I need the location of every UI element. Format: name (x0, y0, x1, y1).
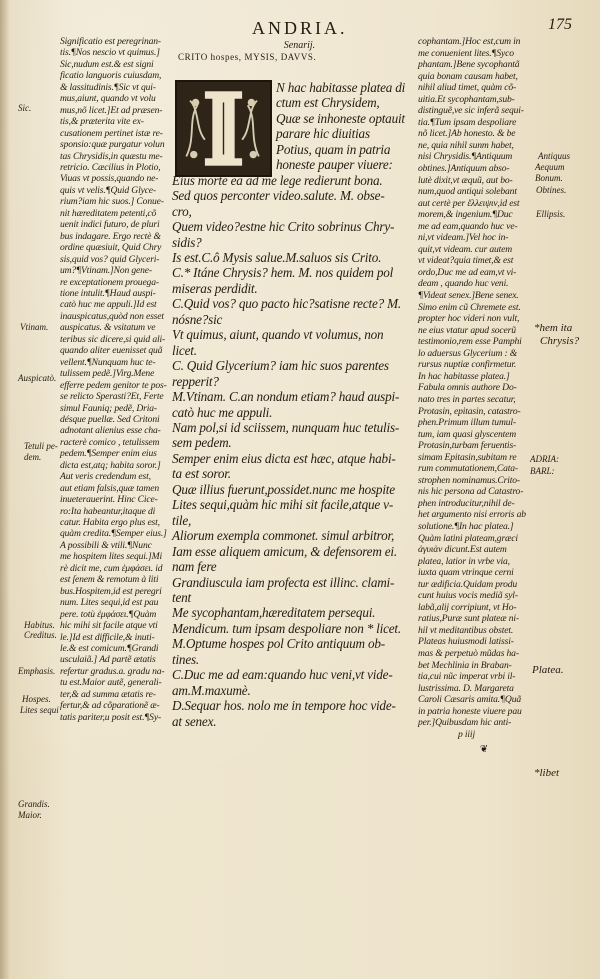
page-number: 175 (548, 16, 572, 33)
commentary-line: tur ædificia.Quidam produ (418, 578, 518, 590)
verse-line: Quæ se inhoneste optauit (276, 110, 405, 126)
commentary-line: Aut veris credendum est, (60, 471, 151, 483)
commentary-line: testimonio,rem esse Pamphi (418, 336, 522, 348)
margin-note: Maior. (18, 810, 42, 820)
commentary-line: Viuas vt possis,quando ne- (60, 173, 159, 185)
margin-note: BARL: (530, 466, 555, 476)
commentary-line: & lassitudinis.¶Sic vt qui- (60, 81, 156, 93)
verse-line: cro, (172, 203, 192, 219)
commentary-line: me ad eam,quando huc ve- (418, 220, 518, 232)
commentary-line: rursus nuptiæ confirmetur. (418, 359, 517, 371)
commentary-line: ficatio languoris cuiusdam, (60, 70, 162, 82)
commentary-line: adnotant alienius esse cha- (60, 425, 161, 437)
margin-note: Emphasis. (18, 666, 56, 676)
commentary-line: obtines.]Antiquum abso- (418, 163, 510, 175)
commentary-line: tis,& præterita vite ex- (60, 116, 144, 128)
margin-note: Ellipsis. (536, 209, 566, 219)
commentary-line: cusationem pertinet istæ re- (60, 127, 163, 139)
commentary-line: phen.Primum illum tumul- (418, 417, 516, 429)
margin-note: ADRIA: (530, 454, 559, 464)
commentary-line: tia.¶Tum ipsam despoliare (418, 116, 517, 128)
verse-line: C.Quid vos? quo pacto hic?satisne recte? M. (172, 296, 401, 312)
commentary-line: bus.Hospitem,id est peregri (60, 585, 162, 597)
commentary-line: Caroli Cæsaris amita.¶Quã (418, 694, 521, 706)
commentary-line: labã,alij corripiunt, vt Ho- (418, 601, 517, 613)
commentary-line: quàm credita.¶Semper eius.] (60, 528, 167, 540)
verse-line: sem pedem. (172, 435, 232, 451)
commentary-line: p iiij (458, 728, 475, 740)
commentary-line: Significatio est peregrinan- (60, 36, 161, 47)
verse-line: am.M.maxumè. (172, 682, 251, 698)
commentary-line: mus,nõ licet.]Et ad præsen- (60, 104, 163, 116)
margin-note: *libet (534, 767, 560, 779)
verse-line: parare hic diuitias (276, 126, 370, 142)
commentary-line: ni,vt videam.]Vel hoc in- (418, 232, 509, 244)
commentary-line: me hospitem lites sequi.]Mi (60, 551, 163, 563)
commentary-line: per.]Quibusdam hic anti- (418, 717, 512, 729)
verse-line: Sed quos perconter video.salute. M. obse- (172, 188, 385, 204)
commentary-line: iuxta quam vtrinque cerni (418, 567, 514, 579)
commentary-line: ἀγυιὰν dicunt.Est autem (418, 544, 507, 556)
running-title: ANDRIA. (252, 18, 348, 38)
margin-note: Hospes. (22, 694, 51, 704)
commentary-line: hil vt meditantibus obstet. (418, 624, 514, 636)
commentary-line: A possibili & vtili.¶Nunc (60, 539, 152, 551)
commentary-line: tum, iam quasi glyscentem (418, 428, 517, 440)
verse-line: tile, (172, 512, 192, 528)
commentary-line: quit,vt videam. cur autem (418, 243, 513, 255)
commentary-line: propter hoc videri non vult, (418, 313, 520, 325)
verse-line: Semper enim eius dicta est hæc, atque habi- (172, 450, 396, 466)
commentary-line: rium?iam hic suos.] Conue- (60, 196, 164, 208)
commentary-line: refertur gradus.a. gradu na- (60, 665, 165, 677)
commentary-line: ne eius vtatur apud socerũ (418, 324, 516, 336)
commentary-line: cophantam.]Hoc est,cum in (418, 36, 521, 47)
commentary-line: ¶Videat senex.]Bene senex. (418, 290, 519, 302)
verse-line: sidis? (172, 234, 202, 250)
commentary-line: efferre pedem genitor te pos- (60, 379, 167, 391)
margin-note: Platea. (532, 664, 564, 676)
verse-line: catò huc me appuli. (172, 404, 273, 420)
verse-line: M.Vtinam. C.an nondum etiam? haud auspi- (172, 389, 400, 405)
margin-note: Lites sequi (20, 705, 59, 715)
verse-line: C.Duc me ad eam:quando huc veni,vt vide- (172, 667, 393, 683)
commentary-line: in patria honeste viuere pau (418, 705, 522, 717)
commentary-line: lutè dixit,vt æquũ, aut bo- (418, 174, 513, 186)
margin-note: Habitus. (24, 620, 55, 630)
margin-note: Bonum. (535, 173, 563, 183)
verse-line: ctum est Chrysidem, (276, 95, 380, 111)
commentary-line: simul Fauniq; pedẽ, Dria- (60, 402, 157, 414)
verse-line: Is est.C.ô Mysis salue.M.saluos sis Crito. (172, 249, 382, 265)
margin-note: Sic. (18, 103, 32, 113)
commentary-line: racterè comico , tetulissem (60, 436, 160, 448)
commentary-line: bus indagare. Ergo rectè & (60, 230, 161, 242)
commentary-line: ratius,Puræ sunt plateæ ni- (418, 613, 519, 625)
commentary-line: uenit indici futuro, de pluri (60, 219, 160, 231)
commentary-line: auspicatus. & vsitatum ve (60, 322, 156, 334)
verse-lines (172, 80, 422, 729)
commentary-line: phen introducitur,nihil de- (418, 497, 515, 509)
verse-line: D.Sequar hos. nolo me in tempore hoc vide- (172, 698, 396, 714)
commentary-line: Simo enim cũ Chremete est. (418, 301, 521, 313)
commentary-line: Protasin, epitasin, catastro- (418, 405, 521, 417)
commentary-line: aut certè per ἔλλειψιν,id est (418, 197, 520, 209)
commentary-line: ne, quia nihil sunm habet, (418, 139, 514, 151)
commentary-line: dicta est,atq; habita soror.] (60, 459, 161, 471)
commentary-line: bet Mechlinia in Braban- (418, 659, 512, 671)
commentary-line: solutione.¶In hac platea.] (418, 520, 514, 532)
commentary-line: deam , quando huc veni. (418, 278, 509, 290)
verse-line: licet. (172, 342, 197, 358)
commentary-line: sis,quid vos? quid Glyceri- (60, 253, 160, 265)
margin-note: Auspicatò. (18, 373, 57, 383)
commentary-line: uitia.Et sycophantam,sub- (418, 93, 515, 105)
verse-line: at senex. (172, 713, 217, 729)
commentary-line: strophen nominamus.Crito- (418, 474, 520, 486)
commentary-line: In hac habitasse platea.] (418, 370, 510, 382)
commentary-line: vt videat?quia timet,& est (418, 255, 514, 267)
verse-line: repperit? (172, 373, 219, 389)
verse-line: Grandiuscula iam profecta est illinc. clami- (172, 574, 395, 590)
commentary-line: le.]Id est difficile,& inuti- (60, 631, 155, 643)
commentary-line: se relicto Sperasti?Et, Ferte (60, 391, 164, 403)
commentary-line: tione intulit.¶Haud auspi- (60, 287, 156, 299)
meter-heading: Senarij. (283, 40, 316, 51)
commentary-line: ordine quæsiuit, Quid Chry (60, 242, 162, 254)
commentary-line: platea, latior in vrbe via, (418, 555, 510, 567)
commentary-line: cunt huius vocis mediã syl- (418, 590, 518, 602)
commentary-line: rum commutationem,Cata- (418, 463, 518, 475)
fleuron-ornament: ❦ (479, 744, 489, 756)
right-commentary-column (418, 36, 550, 756)
verse-line: Nam pol,si id sciissem, nunquam huc tetulis- (172, 419, 400, 435)
commentary-line: catur. Habita ergo plus est, (60, 517, 160, 529)
verse-line: Quæ illius fuerunt,possidet.nunc me hospite (172, 481, 395, 497)
commentary-line: tis.¶Nos nescio vt quimus.] (60, 47, 160, 59)
verse-line: tent (172, 589, 191, 605)
verse-line: tines. (172, 651, 200, 667)
verse-line: ta est soror. (172, 466, 231, 482)
commentary-line: tatis pariter,u posit est.¶Sy- (60, 711, 161, 723)
commentary-line: Fabula omnis authore Do- (418, 382, 517, 394)
commentary-line: teribus sic dicere,si quid ali- (60, 333, 166, 345)
commentary-line: num,quod antiqui solebant (418, 186, 517, 198)
commentary-line: tu est.Maior autẽ, generali- (60, 677, 162, 689)
commentary-line: inauspicatus,quòd non esset (60, 310, 164, 322)
commentary-line: ordo,Duc me ad eam,vt vi- (418, 266, 517, 278)
commentary-line: lo aduersus Glycerium : & (418, 347, 518, 359)
commentary-line: nato tres in partes secatur, (418, 393, 516, 405)
commentary-line: usculaiã.] Ad partẽ ætatis (60, 654, 156, 666)
play-text-block (172, 40, 417, 729)
commentary-line: simam Epitasin,subitam re (418, 451, 517, 463)
commentary-line: quando aliter euenisset quã (60, 345, 163, 357)
commentary-line: nis hic persona ad Catastro- (418, 486, 524, 498)
commentary-line: tas Chrysidis,in quæstu me- (60, 150, 163, 162)
margin-note: Antiquus (538, 151, 571, 161)
verse-line: Quem video?estne hic Crito sobrinus Chry- (172, 219, 395, 235)
commentary-line: um?¶Vtinam.]Non gene- (60, 265, 152, 277)
verse-line: Eius morte ea ad me lege redierunt bona. (172, 172, 383, 188)
commentary-line: phantam.]Bene sycophantã (418, 59, 520, 71)
verse-line: Iam esse aliquem amicum, & defensorem ei. (172, 543, 397, 559)
margin-note: Chrysis? (540, 335, 580, 347)
margin-note: Creditus. (24, 630, 57, 640)
verse-line: Lites sequi,quàm hic mihi sit facile,atque v- (172, 497, 394, 513)
commentary-line: désque puellæ. Sed Critoni (60, 413, 160, 425)
commentary-line: tia,cui nũc imperat vrbi il- (418, 671, 516, 683)
commentary-line: fertur,& ad cõparationẽ æ- (60, 700, 160, 712)
verse-line: M.Optume hospes pol Crito antiquum ob- (172, 636, 385, 652)
commentary-line: Quàm latini plateam,græci (418, 532, 518, 544)
margin-note: Vtinam. (20, 322, 49, 332)
commentary-line: het argumento nisi erroris ab (418, 509, 526, 521)
commentary-line: re exceptationem prouega- (60, 276, 159, 288)
commentary-line: ter,& ad summa ætatis re- (60, 688, 156, 700)
commentary-line: nihil aliud timet, quàm cõ- (418, 82, 517, 94)
verse-line: N hac habitasse platea di (276, 80, 406, 95)
commentary-line: hic mihi sit facile atque vti (60, 620, 158, 632)
commentary-line: nõ licet.]Ab honesto. & be (418, 128, 516, 140)
verse-line: C.* Itáne Chrysis? hem. M. nos quidem pol (172, 265, 394, 281)
verse-line: C. Quid Glycerium? iam hic suos parentes (172, 358, 389, 374)
commentary-line: Plateas huiusmodi latissi- (418, 636, 514, 648)
commentary-line: est ſenem & remotum à liti (60, 574, 159, 586)
commentary-line: nit hæreditatem petenti,cõ (60, 207, 157, 219)
commentary-line: quia bonam causam habet, (418, 70, 518, 82)
commentary-line: pere. totù ἐμφάσει.¶Quàm (60, 608, 157, 620)
commentary-line: le.& est comicum.¶Grandi (60, 643, 159, 655)
commentary-line: ro:Ita habeantur,itaque di (60, 505, 156, 517)
commentary-line: mas & perpetuò mũdas ha- (418, 647, 519, 659)
commentary-line: vellent.¶Nunquam huc te- (60, 356, 156, 368)
verse-line: honeste pauper viuere: (276, 157, 393, 173)
page-gutter-shadow (0, 0, 10, 979)
margin-note: *hem ita (534, 322, 573, 334)
commentary-line: mus,aiunt, quando vt volu (60, 93, 156, 105)
commentary-line: Sic,nudum est.& est signi (60, 58, 154, 70)
commentary-line: retricio. Cæcilius in Plotio, (60, 161, 161, 173)
verse-line: Mendicum. tum ipsam despoliare non * licet. (172, 620, 401, 636)
commentary-line: sponsio:quæ purgatur volun (60, 139, 165, 151)
verse-line: miseras perdidit. (172, 280, 258, 296)
commentary-line: inueterauerint. Hinc Cice- (60, 494, 158, 506)
commentary-line: pedem.¶Semper enim eius (60, 448, 157, 460)
margin-note: Grandis. (18, 799, 50, 809)
cast-list: CRITO hospes, MYSIS, DAVVS. (178, 52, 317, 62)
commentary-line: distinguẽ,ve sic inferã sequi- (418, 105, 524, 117)
verse-line: Me sycophantam,hæreditatem persequi. (172, 605, 376, 621)
commentary-line: tulissem pedẽ.]Virg.Mene (60, 368, 155, 380)
commentary-line: Protasin,turbam feruentis- (418, 440, 517, 452)
verse-line: nam fere (172, 559, 217, 575)
commentary-line: lustrissima. D. Margareta (418, 682, 514, 694)
commentary-line: morem,& ingenium.¶Duc (418, 209, 513, 221)
verse-line: Vt quimus, aiunt, quando vt volumus, non (172, 327, 384, 343)
commentary-line: quis vt velis.¶Quid Glyce- (60, 184, 156, 196)
commentary-line: nisi Chrysidis.¶Antiquum (418, 151, 513, 163)
verse-line: nósne?sic (172, 311, 223, 327)
verse-line: Aliorum exempla commonet. simul arbitror, (172, 528, 395, 544)
margin-note: dem. (24, 452, 42, 462)
margin-note: Aequum (535, 162, 565, 172)
commentary-line: num. Lites sequi,id est pau (60, 597, 159, 609)
verse-line: Potius, quam in patria (276, 141, 391, 157)
commentary-line: aut etiam falsis,quæ tamen (60, 482, 159, 494)
commentary-line: catò huc me appuli.]Id est (60, 299, 157, 311)
margin-note: Obtines. (536, 185, 567, 195)
commentary-line: me conuenient lites.¶Syco (418, 47, 514, 59)
margin-note: Tetuli pe- (24, 441, 58, 451)
commentary-line: rè dicit me, cum ἐμφάσει. id (60, 562, 163, 574)
